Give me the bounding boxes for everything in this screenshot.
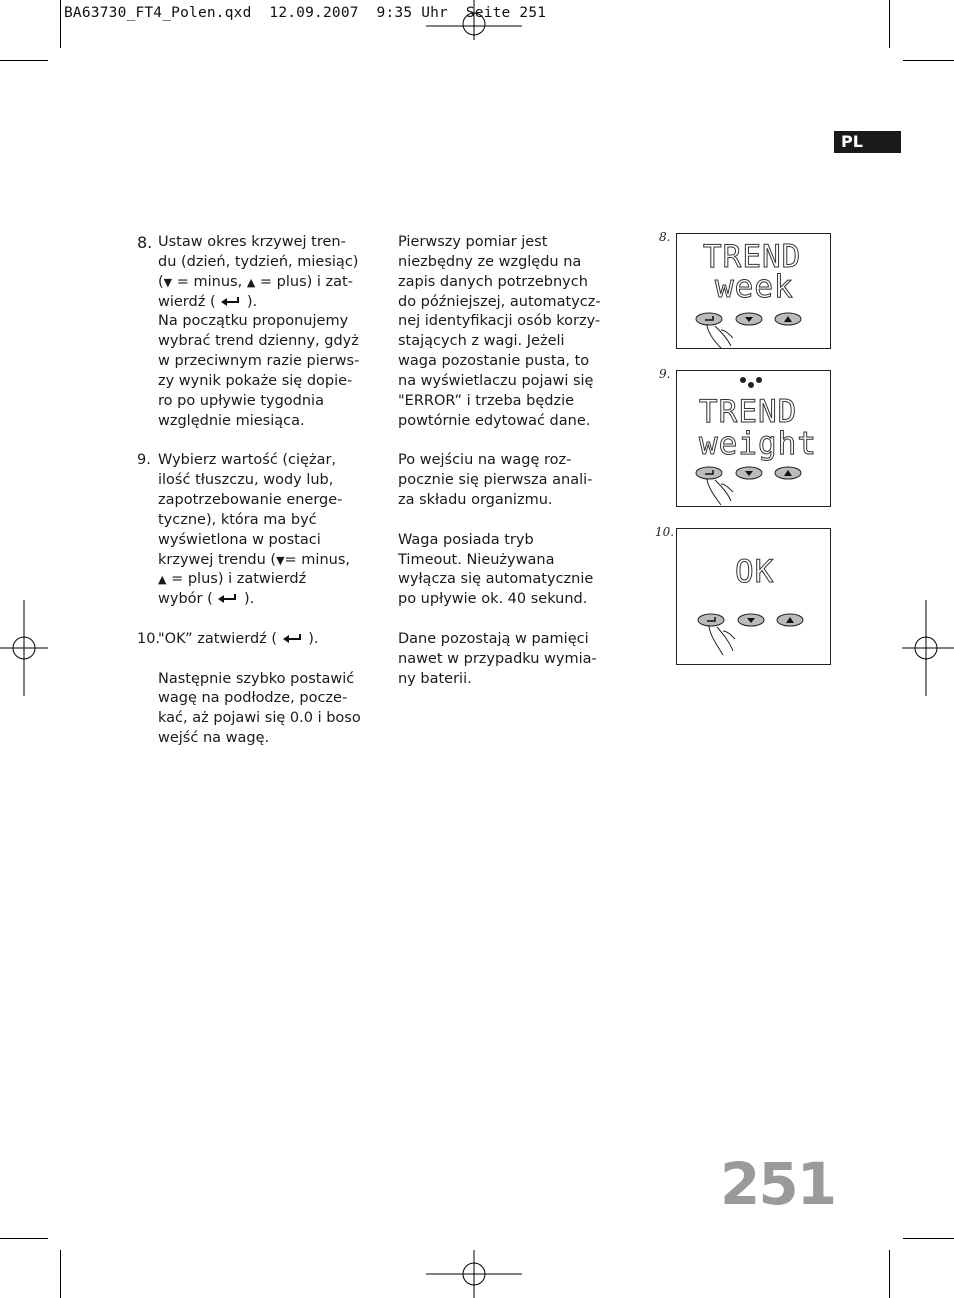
registration-mark-left bbox=[0, 600, 48, 700]
text-line: wejść na wagę. bbox=[158, 730, 270, 747]
enter-icon bbox=[282, 633, 304, 644]
text-line: ny baterii. bbox=[398, 670, 472, 687]
down-arrow-icon: ▼ bbox=[163, 275, 173, 289]
text-line: ▲ = plus) i zatwierdź bbox=[158, 571, 307, 588]
scale-display-figure-8 bbox=[676, 233, 831, 349]
step-8 bbox=[137, 233, 367, 431]
registration-mark-bottom bbox=[426, 1250, 526, 1298]
text-line: nawet w przypadku wymia- bbox=[398, 650, 597, 667]
text-line: du (dzień, tydzień, miesiąc) bbox=[158, 253, 359, 270]
text-line: Następnie szybko postawić bbox=[158, 670, 355, 687]
up-arrow-icon: ▲ bbox=[246, 275, 256, 289]
text-line: wybór ( ). bbox=[158, 591, 255, 608]
text-line: krzywej trendu (▼= minus, bbox=[158, 551, 351, 568]
registration-mark-right bbox=[902, 600, 954, 700]
text-line: w przeciwnym razie pierws- bbox=[158, 353, 360, 370]
text-line: Waga posiada tryb bbox=[398, 531, 534, 548]
print-header: BA63730_FT4_Polen.qxd 12.09.2007 9:35 Uhr Seite 251 bbox=[64, 5, 547, 21]
text-line: wagę na podłodze, pocze- bbox=[158, 690, 348, 707]
step-10 bbox=[137, 630, 367, 749]
step-number: 10. bbox=[137, 630, 161, 647]
enter-icon bbox=[220, 296, 242, 307]
text-line: do późniejszej, automatycz- bbox=[398, 293, 601, 310]
button-row bbox=[677, 234, 832, 350]
down-arrow-icon: ▼ bbox=[276, 553, 285, 567]
lcd-line-2: week bbox=[715, 269, 794, 305]
text-line: zy wynik pokaże się dopie- bbox=[158, 372, 353, 389]
scale-display-figure-10 bbox=[676, 528, 831, 665]
button-row bbox=[677, 529, 832, 666]
text-line: wierdź ( ). bbox=[158, 293, 258, 310]
text-line: wybrać trend dzienny, gdyż bbox=[158, 333, 359, 350]
figure-label: 8. bbox=[659, 230, 671, 244]
text-line: Wybierz wartość (ciężar, bbox=[158, 452, 337, 469]
text-line: Na początku proponujemy bbox=[158, 313, 349, 330]
text-line: powtórnie edytować dane. bbox=[398, 412, 591, 429]
text-line: zapis danych potrzebnych bbox=[398, 273, 588, 290]
instructions-column-1 bbox=[137, 233, 367, 749]
figure-label: 9. bbox=[659, 367, 671, 381]
text-line: stających z wagi. Jeżeli bbox=[398, 333, 565, 350]
enter-icon bbox=[217, 593, 239, 604]
text-line: pocznie się pierwsza anali- bbox=[398, 472, 593, 489]
step-9 bbox=[137, 451, 367, 610]
text-line: na wyświetlaczu pojawi się bbox=[398, 372, 594, 389]
scale-display-figure-9 bbox=[676, 370, 831, 507]
text-line: wyłącza się automatycznie bbox=[398, 571, 594, 588]
text-line: nej identyfikacji osób korzy- bbox=[398, 313, 601, 330]
text-line: za składu organizmu. bbox=[398, 491, 553, 508]
text-line: ro po upływie tygodnia bbox=[158, 392, 324, 409]
lcd-line-1: TREND bbox=[699, 394, 798, 430]
lcd-line-1: OK bbox=[735, 554, 775, 590]
text-line: wyświetlona w postaci bbox=[158, 531, 321, 548]
text-line: po upływie ok. 40 sekund. bbox=[398, 591, 588, 608]
step-number: 9. bbox=[137, 452, 151, 469]
text-line: ilość tłuszczu, wody lub, bbox=[158, 472, 334, 489]
text-line: niezbędny ze względu na bbox=[398, 253, 582, 270]
text-line: kać, aż pojawi się 0.0 i boso bbox=[158, 710, 361, 727]
paragraph-analysis bbox=[398, 451, 603, 511]
text-line: Po wejściu na wagę roz- bbox=[398, 452, 572, 469]
text-line: tyczne), która ma być bbox=[158, 511, 317, 528]
text-line: względnie miesiąca. bbox=[158, 412, 305, 429]
lcd-line-1: TREND bbox=[703, 239, 802, 275]
step-number: 8. bbox=[137, 233, 153, 252]
lcd-line-2: weight bbox=[699, 426, 817, 462]
text-line: Ustaw okres krzywej tren- bbox=[158, 234, 346, 250]
page-number: 251 bbox=[720, 1150, 836, 1218]
text-line: Timeout. Nieużywana bbox=[398, 551, 555, 568]
up-arrow-icon: ▲ bbox=[158, 573, 167, 587]
text-line: zapotrzebowanie energe- bbox=[158, 491, 343, 508]
paragraph-first-measurement bbox=[398, 233, 603, 431]
figure-label: 10. bbox=[655, 525, 675, 539]
text-line: waga pozostanie pusta, to bbox=[398, 353, 590, 370]
text-line: "OK” zatwierdź ( ). bbox=[158, 630, 319, 647]
paragraph-memory bbox=[398, 630, 603, 690]
text-line: (▼ = minus, ▲ = plus) i zat- bbox=[158, 273, 353, 290]
language-badge: PL bbox=[834, 131, 901, 153]
text-line: Pierwszy pomiar jest bbox=[398, 234, 548, 250]
text-line: Dane pozostają w pamięci bbox=[398, 630, 589, 647]
registration-mark-top bbox=[426, 0, 526, 40]
text-line: "ERROR” i trzeba będzie bbox=[398, 392, 575, 409]
paragraph-timeout bbox=[398, 531, 603, 610]
instructions-column-2 bbox=[398, 233, 603, 689]
